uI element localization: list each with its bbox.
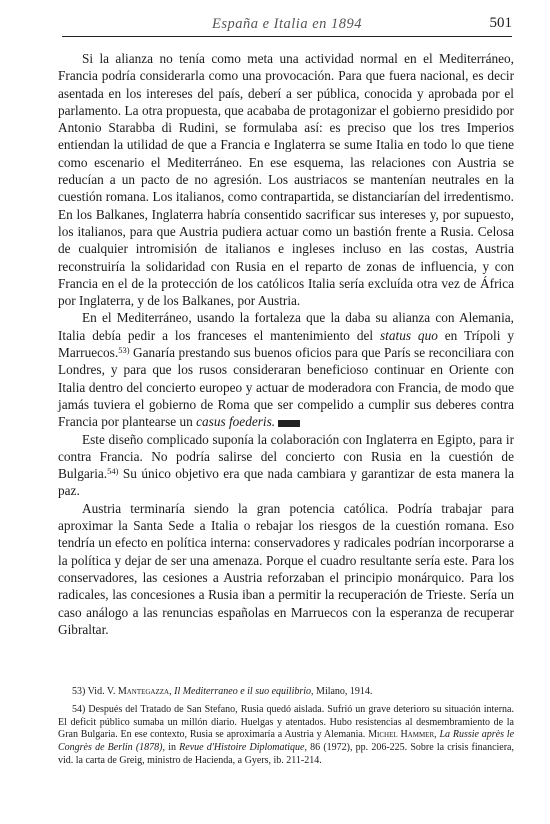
paragraph-3-text-a: Este diseño complicado suponía la colaboración con Inglaterra en Egipto, para ir contra Francia. No podría salirse del concierto con Rusia en la cuestión de Bulgaria.: [58, 431, 514, 482]
paragraph-2-text-a: En el Mediterráneo, usando la fortaleza que la daba su alianza con Alemania, Italia debía pedir a los franceses el mantenimiento del: [58, 310, 514, 343]
footnote-53-number: 53): [72, 686, 86, 697]
paragraph-2-text-b: en Trípoli y Marruecos.: [58, 327, 514, 361]
footnote-54-author: Michel Hammer: [368, 729, 435, 741]
footnote-54-number: 54): [72, 703, 86, 715]
page-number: 501: [489, 15, 512, 31]
paragraph-2-text-c: Ganaría prestando sus buenos oficios para que París se reconciliara con Londres, y para que los rusos consideraran beneficioso continuar en Oriente con Italia dentro del concierto europeo y actuar de moderadora con Francia, de modo que jamás tuviera el gobierno de Roma que ser compelido a cumplir sus deberes contra Francia por plantearse un: [58, 345, 514, 430]
paragraph-3-text-b: Su único objetivo era que nada cambiara y garantizar de esta manera la paz.: [58, 466, 514, 499]
footnote-54: [58, 704, 514, 768]
paragraph-3: [58, 431, 514, 500]
footnotes: [58, 686, 514, 773]
footnote-53-text-b: ,: [169, 686, 175, 697]
footnote-54-text-d: , 86 (1972), pp. 206-225. Sobre la crisis financiera, vid. la carta de Greig, ministro de Hacienda, a Gyers, ib. 211-214.: [58, 742, 515, 766]
footnote-53-text-a: Vid. V.: [85, 686, 118, 697]
footnote-53-title: Il Mediterraneo e il suo equilibrio: [174, 686, 312, 697]
footnote-ref-54[interactable]: 54): [107, 466, 119, 477]
footnote-54-title: La Russie après le Congrès de Berlin (1878): [58, 729, 515, 754]
paragraph-4-text: Austria terminaría siendo la gran potencia católica. Podría trabajar para aproximar la Santa Sede a Italia o rebajar los riesgos de la cuestión romana. Eso tendría un efecto en política interna: conservadores y radicales podrían incorporarse a la política y dejar de ser una amenaza. Porque el cuadro resultante sería este. Para los conservadores, las cesiones a Austria reforzaban el principio monárquico. Para los radicales, las concesiones a Rusia iban a permitir la recuperación de Trieste. Sería un caso análogo a las renuncias españolas en Marruecos con la esperanza de recuperar Gibraltar.: [58, 500, 514, 637]
footnote-54-text-c: , in: [162, 742, 180, 754]
footnote-53-author: Mantegazza: [117, 686, 170, 697]
running-title: España e Italia en 1894: [211, 16, 363, 32]
paragraph-2: [58, 309, 514, 430]
footnote-54-journal: Revue d'Histoire Diplomatique: [179, 742, 305, 754]
main-text: [58, 50, 514, 638]
casus-foederis-italic: casus foederis.: [196, 414, 276, 430]
running-header: [62, 14, 512, 37]
paragraph-4: [58, 500, 514, 638]
footnote-54-text-b: ,: [434, 729, 440, 741]
paragraph-1-text: Si la alianza no tenía como meta una actividad normal en el Mediterráneo, Francia podría considerarla como una provocación. Para que fuera nacional, es decir asentada en los intereses del país, deberí a ser pública, conocida y aprobada por el parlamento. La otra propuesta, que acababa de protagonizar el gobierno presidido por Antonio Starabba di Rudini, se formulaba así: es preciso que los tres Imperios entiendan la utilidad de que a Francia e Inglaterra se sume Italia en todo lo que tiene como escenario el Mediterráneo. En ese esquema, las relaciones con Austria se reducían a un pacto de no agresión. Los austriacos se mantenían neutrales en la cuestión romana. Los italianos, como contrapartida, se distanciarían del irredentismo. En los Balkanes, Inglaterra habría consentido sacrificar sus intereses y, por supuesto, los italianos, para que Austria pudiera actuar como un bastión frente a Rusia. Celosa de cualquier intromisión de italianos e ingleses incluso en las costas, Austria reconstruiría la solidaridad con Rusia en el reparto de zonas de influencia, y con Francia en el de la protección de los católicos Italia sería excluída otra vez de África por Inglaterra, y de los Balkanes, por Austria.: [58, 51, 514, 309]
status-quo-italic: status quo: [379, 327, 438, 343]
footnote-ref-53[interactable]: 53): [118, 345, 130, 356]
footnote-54-text-a: Después del Tratado de San Stefano, Rusia quedó aislada. Sufrió un grave deterioro su situación interna. El deficit público sumaba un millón diario. Huelgas y atentados. Hubo resistencias al desmembramiento de la Gran Bulgaria. En ese contexto, Rusia se aproximaría a Austria y Alemania.: [58, 703, 514, 741]
footnote-53: [58, 686, 514, 699]
ink-blot-mark: [278, 420, 300, 427]
footnote-53-text-c: , Milano, 1914.: [311, 686, 373, 697]
paragraph-1: [58, 50, 514, 309]
